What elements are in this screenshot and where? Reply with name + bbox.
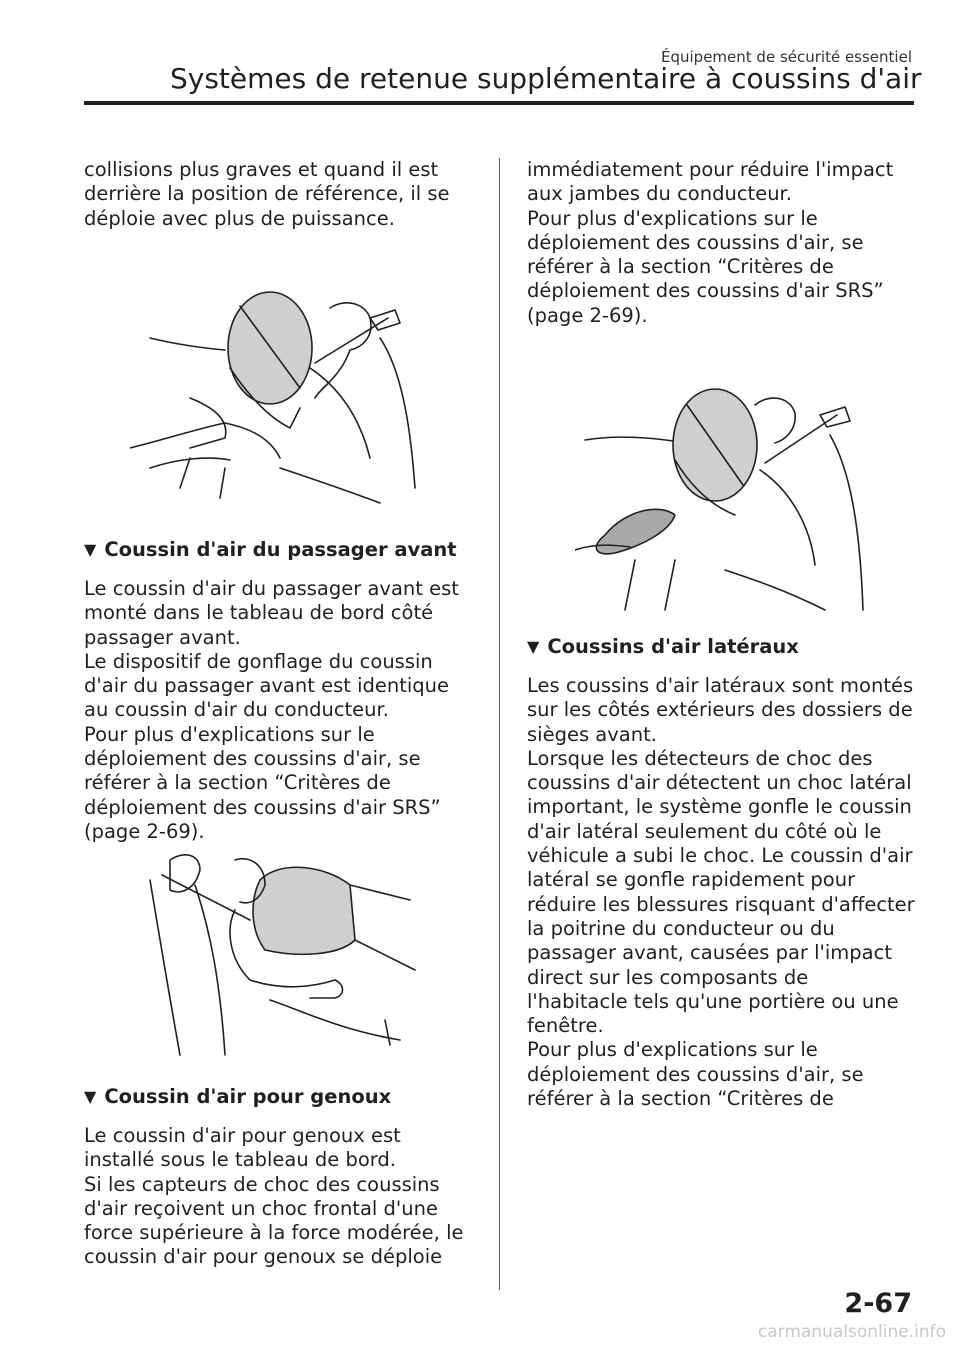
text-line: référer à la section “Critères de [84,771,391,795]
text-line: déploiement des coussins d'air SRS” [84,795,441,819]
text-line: déploiement des coussins d'air, se [527,1062,864,1086]
text-line: déploiement des coussins d'air SRS” [527,279,884,303]
text-line: d'air latéral seulement du côté où le [527,819,882,843]
text-line: aux jambes du conducteur. [527,182,792,206]
page-number: 2-67 [844,1288,912,1319]
text-line: passager avant. [84,625,241,649]
triangle-marker-icon: ▼ [527,637,540,656]
text-line: coussin d'air pour genoux se déploie [84,1245,443,1269]
side-airbags-heading: ▼ Coussins d'air latéraux [527,635,799,658]
text-line: sièges avant. [527,722,657,746]
text-line: sur les côtés extérieurs des dossiers de [527,698,913,722]
text-line: d'air du passager avant est identique [84,674,450,698]
text-line: Les coussins d'air latéraux sont montés [527,674,914,697]
text-line: direct sur les composants de [527,965,809,989]
text-line: Le coussin d'air du passager avant est [84,577,459,600]
passenger-airbag-heading: ▼ Coussin d'air du passager avant [84,538,457,561]
triangle-marker-icon: ▼ [84,1087,97,1106]
text-line: l'habitacle tels qu'une portière ou une [527,989,899,1013]
text-line: déploie avec plus de puissance. [84,206,395,230]
driver-airbag-illustration [130,288,430,508]
text-line: référer à la section “Critères de [527,1087,834,1111]
text-line: Pour plus d'explications sur le [527,206,818,230]
text-line: d'air reçoivent un choc frontal d'une [84,1196,438,1220]
text-line: latéral se gonfle rapidement pour [527,868,856,892]
text-line: Lorsque les détecteurs de choc des [527,746,873,770]
passenger-airbag-illustration [140,840,420,1060]
text-line: passager avant, causées par l'impact [527,941,892,965]
header-rule [84,101,914,105]
knee-airbag-cushion [596,509,675,554]
passenger-airbag-cushion [253,867,355,954]
text-line: fenêtre. [527,1014,604,1038]
header-title: Systèmes de retenue supplémentaire à coussins d'air [170,62,922,95]
knee-airbag-illustration [575,385,875,615]
text-line: référer à la section “Critères de [527,255,834,279]
text-line: Pour plus d'explications sur le [527,1038,818,1062]
text-line: coussins d'air détectent un choc latéral [527,771,912,795]
text-line: (page 2-69). [527,303,648,327]
text-line: déploiement des coussins d'air, se [527,230,864,254]
text-line: déploiement des coussins d'air, se [84,747,421,771]
text-line: la poitrine du conducteur ou du [527,916,835,940]
text-line: important, le système gonfle le coussin [527,795,912,819]
watermark: carmanualsonline.info [757,1322,946,1342]
intro-paragraph [84,158,450,231]
column-divider [499,158,500,1290]
text-line: immédiatement pour réduire l'impact [527,158,894,181]
knee-airbag-heading: ▼ Coussin d'air pour genoux [84,1085,392,1108]
text-line: au coussin d'air du conducteur. [84,698,389,722]
text-line: Le coussin d'air pour genoux est [84,1124,401,1147]
text-line: (page 2-69). [84,819,205,843]
triangle-marker-icon: ▼ [84,540,97,559]
text-line: Pour plus d'explications sur le [84,722,375,746]
text-line: force supérieure à la force modérée, le [84,1221,464,1245]
text-line: collisions plus graves et quand il est [84,158,439,181]
text-line: réduire les blessures risquant d'affecter [527,892,915,916]
text-line: derrière la position de référence, il se [84,182,450,206]
side-airbags-paragraph [527,674,915,1111]
text-line: monté dans le tableau de bord côté [84,601,434,625]
text-line: véhicule a subi le choc. Le coussin d'air [527,844,913,868]
text-line: Le dispositif de gonflage du coussin [84,649,433,673]
header-section-label: Équipement de sécurité essentiel [661,48,912,66]
knee-airbag-continued-paragraph [527,158,893,328]
knee-airbag-paragraph [84,1124,463,1270]
passenger-airbag-paragraph [84,577,459,844]
text-line: Si les capteurs de choc des coussins [84,1172,440,1196]
text-line: installé sous le tableau de bord. [84,1148,397,1172]
